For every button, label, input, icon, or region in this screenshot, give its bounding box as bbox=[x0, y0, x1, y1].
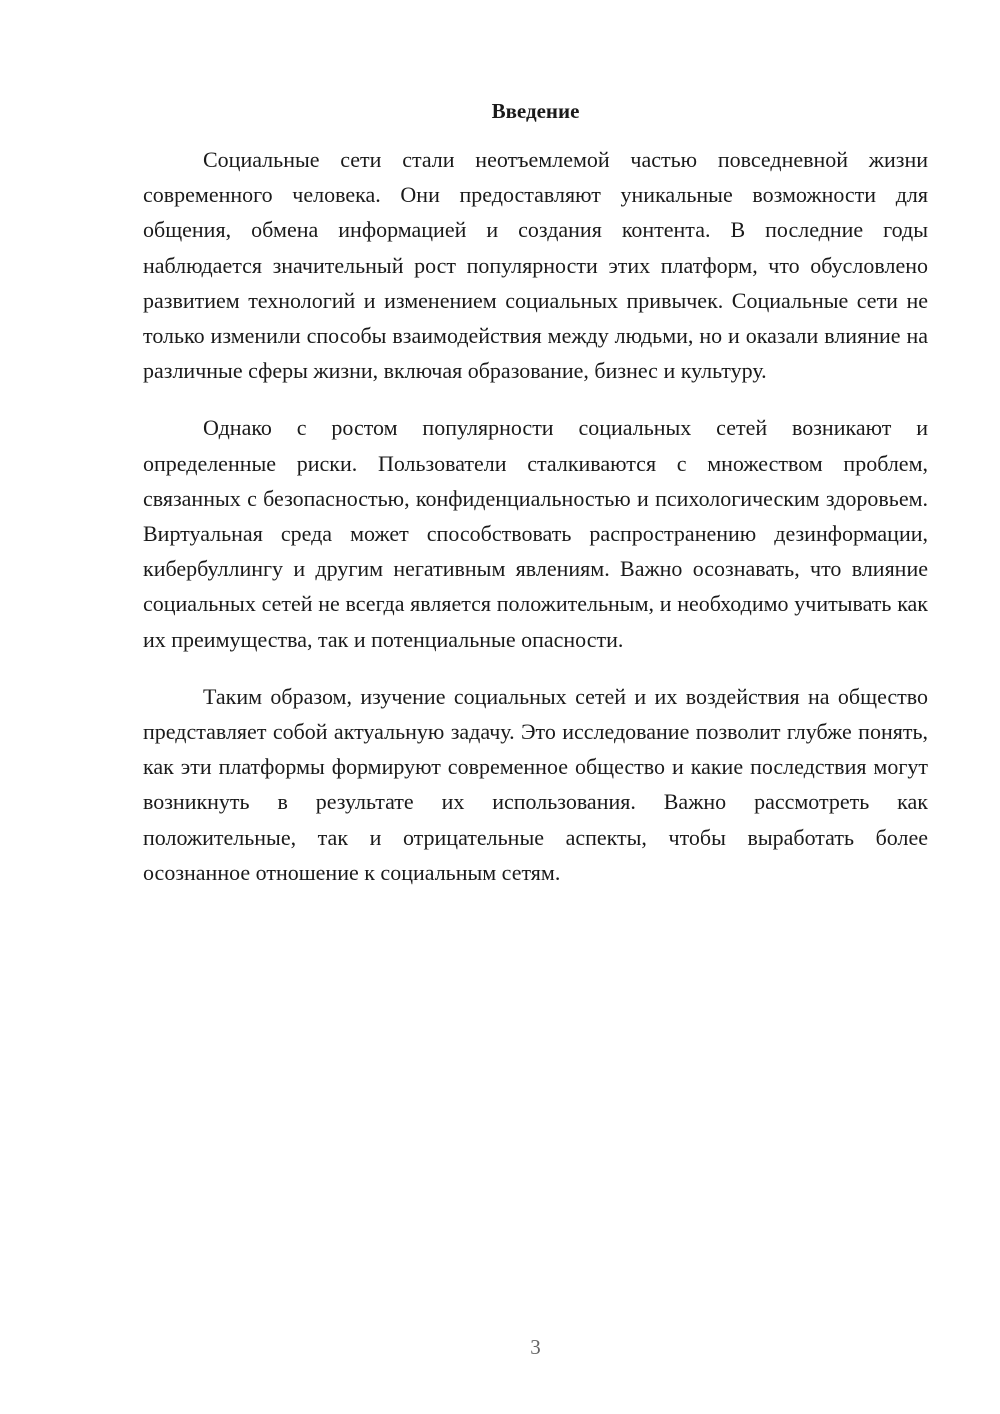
section-heading: Введение bbox=[491, 99, 580, 123]
paragraph-1: Социальные сети стали неотъемлемой частью повседневной жизни современного человека. Они предоставляют уникальные возможности для общения, обмена информацией и создания контента. В последние годы наблюдается значительный рост популярности этих платформ, что обусловлено развитием технологий и изменением социальных привычек. Социальные сети не только изменили способы взаимодействия между людьми, но и оказали влияние на различные сферы жизни, включая образование, бизнес и культуру. bbox=[143, 147, 928, 384]
body-text bbox=[143, 142, 928, 890]
page-number: 3 bbox=[530, 1335, 541, 1359]
paragraph-3: Таким образом, изучение социальных сетей и их воздействия на общество представляет собой актуальную задачу. Это исследование позволит глубже понять, как эти платформы формируют современное общество и какие последствия могут возникнуть в результате их использования. Важно рассмотреть как положительные, так и отрицательные аспекты, чтобы выработать более осознанное отношение к социальным сетям. bbox=[143, 683, 928, 885]
paragraph-2: Однако с ростом популярности социальных сетей возникают и определенные риски. Пользователи сталкиваются с множеством проблем, связанных с безопасностью, конфиденциальностью и психологическим здоровьем. Виртуальная среда может способствовать распространению дезинформации, кибербуллингу и другим негативным явлениям. Важно осознавать, что влияние социальных сетей не всегда является положительным, и необходимо учитывать как их преимущества, так и потенциальные опасности. bbox=[143, 415, 928, 652]
